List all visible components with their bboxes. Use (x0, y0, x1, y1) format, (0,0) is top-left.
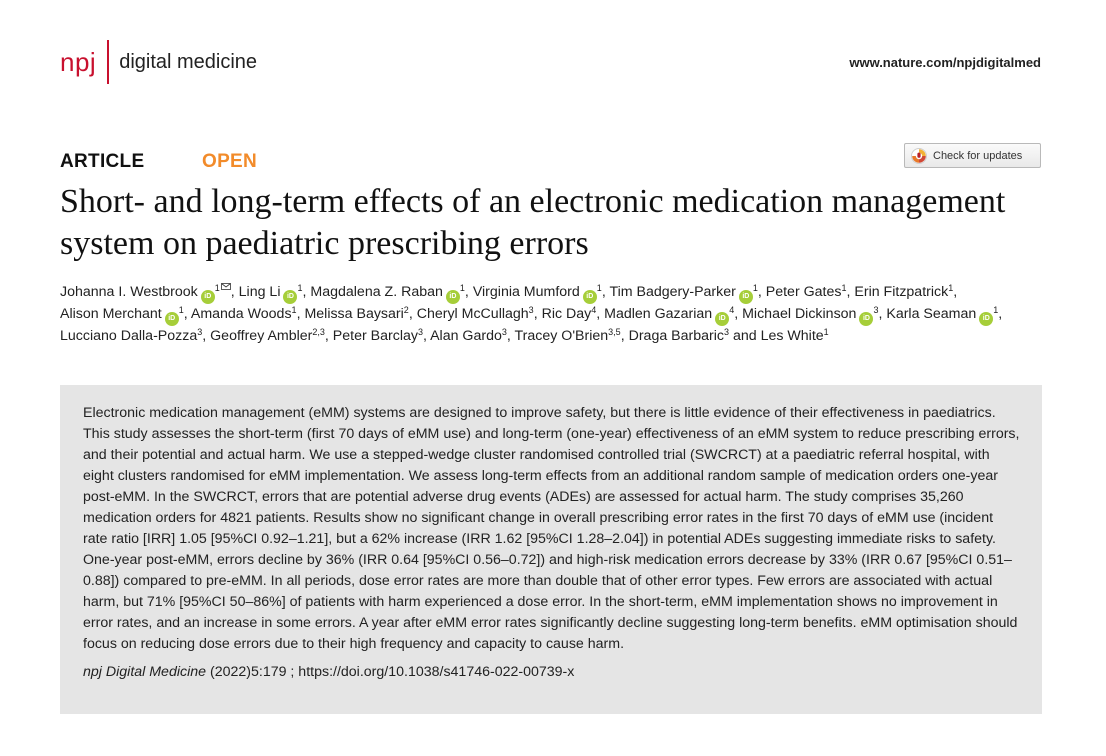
check-for-updates-button[interactable] (904, 143, 1041, 168)
author-name-text: Amanda Woods (190, 306, 292, 322)
author-affiliation: 1 (214, 283, 220, 293)
author-separator: , (620, 328, 629, 344)
author-name-text: Magdalena Z. Raban (310, 284, 443, 300)
author-affiliation: 1 (178, 305, 184, 315)
author-name-text: Tracey O'Brien (514, 328, 609, 344)
author-name[interactable] (766, 284, 847, 300)
brand-npj: npj (60, 47, 97, 77)
author-affiliation: 4 (591, 305, 597, 315)
author-name-text: Ling Li (238, 284, 281, 300)
brand-journal-name: digital medicine (119, 51, 258, 73)
author-separator: , (230, 284, 239, 300)
orcid-icon[interactable]: iD (165, 312, 179, 326)
orcid-icon[interactable]: iD (283, 290, 297, 304)
author-name-text: Erin Fitzpatrick (854, 284, 949, 300)
author-separator: , (596, 306, 605, 322)
author-name[interactable] (515, 328, 621, 344)
author-name[interactable] (609, 284, 757, 300)
author-name[interactable] (473, 284, 602, 300)
brand-divider (107, 40, 109, 84)
author-name-text: Geoffrey Ambler (210, 328, 313, 344)
author-affiliation: 3,5 (608, 327, 621, 337)
author-name[interactable] (629, 328, 729, 344)
author-name[interactable] (60, 328, 202, 344)
author-name[interactable] (604, 306, 734, 322)
author-name-text: Tim Badgery-Parker (609, 284, 736, 300)
author-affiliation: 2,3 (312, 327, 325, 337)
author-separator: , (506, 328, 515, 344)
author-affiliation: 1 (823, 327, 829, 337)
orcid-icon[interactable]: iD (583, 290, 597, 304)
author-name-text: Melissa Baysari (304, 306, 404, 322)
orcid-icon[interactable]: iD (739, 290, 753, 304)
author-separator: , (757, 284, 766, 300)
author-name-text: Alan Gardo (430, 328, 502, 344)
author-name[interactable] (430, 328, 507, 344)
author-affiliation: 4 (729, 305, 735, 315)
author-name-text: Cheryl McCullagh (416, 306, 529, 322)
author-separator: , (953, 284, 958, 300)
author-name-text: Peter Barclay (332, 328, 418, 344)
author-name[interactable] (191, 306, 297, 322)
author-name[interactable] (210, 328, 325, 344)
author-name[interactable] (417, 306, 534, 322)
author-name-text: Draga Barbaric (628, 328, 724, 344)
author-name-text: Johanna I. Westbrook (60, 284, 198, 300)
author-name[interactable] (60, 284, 231, 300)
author-name[interactable] (333, 328, 423, 344)
author-name[interactable] (854, 284, 953, 300)
author-separator: , (601, 284, 610, 300)
orcid-icon[interactable]: iD (201, 290, 215, 304)
author-affiliation: 2 (403, 305, 409, 315)
author-name[interactable] (742, 306, 878, 322)
author-name-text: Ric Day (541, 306, 592, 322)
author-name-text: Madlen Gazarian (604, 306, 713, 322)
orcid-icon[interactable]: iD (859, 312, 873, 326)
article-type-label: ARTICLE (60, 151, 145, 172)
author-affiliation: 1 (596, 283, 602, 293)
author-affiliation: 3 (528, 305, 534, 315)
author-affiliation: 3 (873, 305, 879, 315)
citation-line (83, 662, 1020, 683)
author-affiliation: 3 (197, 327, 203, 337)
article-title: Short- and long-term effects of an electronic medication management system on paediatric prescribing errors (60, 183, 1006, 262)
author-separator: , (422, 328, 431, 344)
author-affiliation: 3 (417, 327, 423, 337)
author-separator: , (183, 306, 191, 322)
citation-journal: npj Digital Medicine (83, 664, 207, 680)
author-name[interactable] (542, 306, 597, 322)
journal-url-link[interactable]: www.nature.com/npjdigitalmed (849, 55, 1041, 70)
author-name-text: Karla Seaman (886, 306, 977, 322)
author-name-text: Virginia Mumford (472, 284, 580, 300)
author-name[interactable] (886, 306, 998, 322)
author-separator: , (998, 306, 1003, 322)
author-list (60, 282, 1045, 347)
author-name[interactable] (60, 306, 184, 322)
author-separator: , (734, 306, 743, 322)
check-for-updates-icon (911, 148, 927, 164)
author-separator: , (324, 328, 333, 344)
author-affiliation: 1 (291, 305, 297, 315)
author-separator: , (846, 284, 855, 300)
author-separator: and (729, 328, 761, 344)
author-separator: , (296, 306, 305, 322)
author-affiliation: 1 (948, 283, 954, 293)
author-name[interactable] (304, 306, 408, 322)
mail-icon[interactable] (221, 283, 231, 290)
author-separator: , (202, 328, 211, 344)
author-affiliation: 3 (724, 327, 730, 337)
author-affiliation: 1 (752, 283, 758, 293)
author-name-text: Michael Dickinson (742, 306, 857, 322)
author-separator: , (533, 306, 542, 322)
author-affiliation: 3 (501, 327, 507, 337)
author-name-text: Alison Merchant (60, 306, 162, 322)
author-name-text: Les White (760, 328, 824, 344)
orcid-icon[interactable]: iD (446, 290, 460, 304)
author-separator: , (464, 284, 473, 300)
author-separator: , (302, 284, 311, 300)
author-separator: , (408, 306, 417, 322)
author-affiliation: 1 (459, 283, 465, 293)
abstract-box (60, 385, 1042, 714)
author-affiliation: 1 (841, 283, 847, 293)
author-name[interactable] (239, 284, 303, 300)
citation-details[interactable]: (2022)5:179 ; https://doi.org/10.1038/s41746-022-00739-x (206, 664, 575, 680)
author-affiliation: 1 (993, 305, 999, 315)
check-for-updates-label: Check for updates (933, 149, 1023, 162)
author-name-text: Lucciano Dalla-Pozza (60, 328, 198, 344)
journal-brand[interactable] (60, 40, 257, 84)
author-name[interactable] (761, 328, 829, 344)
abstract-text: Electronic medication management (eMM) systems are designed to improve safety, but there is little evidence of their effectiveness in paediatrics. This study assesses the short-term (first 70 days of eMM use) and long-term (one-year) effectiveness of an eMM system to reduce prescribing errors, and their potential and actual harm. We use a stepped-wedge cluster randomised controlled trial (SWCRCT) at a paediatric referral hospital, with eight clusters randomised for eMM implementation. We assess long-term effects from an additional random sample of medication orders one-year post-eMM. In the SWCRCT, errors that are potential adverse drug events (ADEs) are assessed for actual harm. The study comprises 35,260 medication orders for 4821 patients. Results show no significant change in overall prescribing error rates in the first 70 days of eMM use (incident rate ratio [IRR] 1.05 [95%CI 0.92–1.21], but a 62% increase (IRR 1.62 [95%CI 1.28–2.04]) in potential ADEs suggesting immediate risks to safety. One-year post-eMM, errors decline by 36% (IRR 0.64 [95%CI 0.56–0.72]) and high-risk medication errors decrease by 33% (IRR 0.67 [95%CI 0.51–0.88]) compared to pre-eMM. In all periods, dose error rates are more than double that of other error types. Few errors are associated with actual harm, but 71% [95%CI 50–86%] of patients with harm experienced a dose error. In the short-term, eMM implementation shows no improvement in error rates, and an increase in some errors. A year after eMM error rates significantly decline suggesting long-term benefits. eMM optimisation should focus on reducing dose errors due to their high frequency and capacity to cause harm. (83, 405, 1020, 652)
open-access-label: OPEN (202, 151, 258, 172)
author-name[interactable] (310, 284, 465, 300)
orcid-icon[interactable]: iD (715, 312, 729, 326)
author-separator: , (878, 306, 887, 322)
author-affiliation: 1 (297, 283, 303, 293)
author-name-text: Peter Gates (765, 284, 842, 300)
orcid-icon[interactable]: iD (979, 312, 993, 326)
